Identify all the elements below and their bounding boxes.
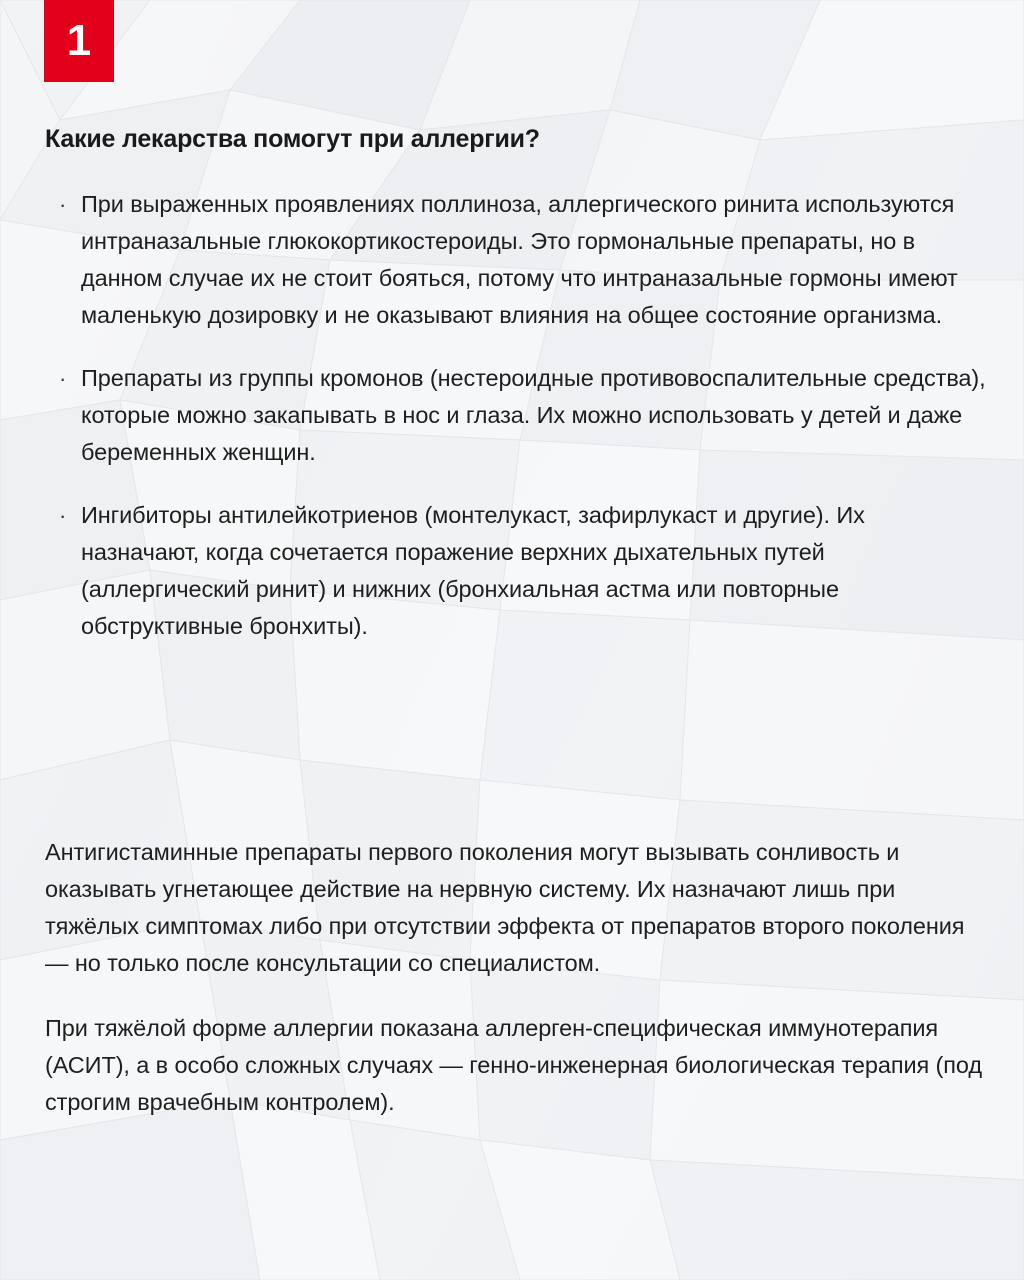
body-paragraphs — [45, 810, 990, 1149]
step-number-badge: 1 — [44, 0, 114, 82]
bullet-marker-icon: · — [59, 192, 67, 217]
list-item-text: При выраженных проявлениях поллиноза, аллергического ринита используются интраназальные глюкокортикостероиды. Это гормональные препараты, но в данном случае их не стоит бояться, потому что интраназальные гормоны имеют маленькую дозировку и не оказывают влияния на общее состояние организма. — [81, 191, 958, 328]
paragraph: При тяжёлой форме аллергии показана аллерген-специфическая иммунотерапия (АСИТ), а в особо сложных случаях — генно-инженерная биологическая терапия (под строгим врачебным контролем). — [45, 1014, 982, 1115]
paragraph: Антигистаминные препараты первого поколения могут вызывать сонливость и оказывать угнетающее действие на нервную систему. Их назначают лишь при тяжёлых симптомах либо при отсутствии эффекта от препаратов второго поколения — но только после консультации со специалистом. — [45, 838, 965, 976]
list-item — [56, 497, 986, 645]
page-title: Какие лекарства помогут при аллергии? — [45, 124, 540, 153]
list-item-text: Ингибиторы антилейкотриенов (монтелукаст, зафирлукаст и другие). Их назначают, когда сочетается поражение верхних дыхательных путей (аллергический ринит) и нижних (бронхиальная астма или повторные обструктивные бронхиты). — [81, 502, 865, 639]
list-item — [56, 186, 986, 334]
bullet-marker-icon: · — [59, 366, 67, 391]
list-item — [56, 360, 986, 471]
bullet-marker-icon: · — [59, 503, 67, 528]
list-item-text: Препараты из группы кромонов (нестероидные противовоспалительные средства), которые можно закапывать в нос и глаза. Их можно использовать у детей и даже беременных женщин. — [81, 365, 986, 465]
bullet-list — [56, 186, 986, 671]
